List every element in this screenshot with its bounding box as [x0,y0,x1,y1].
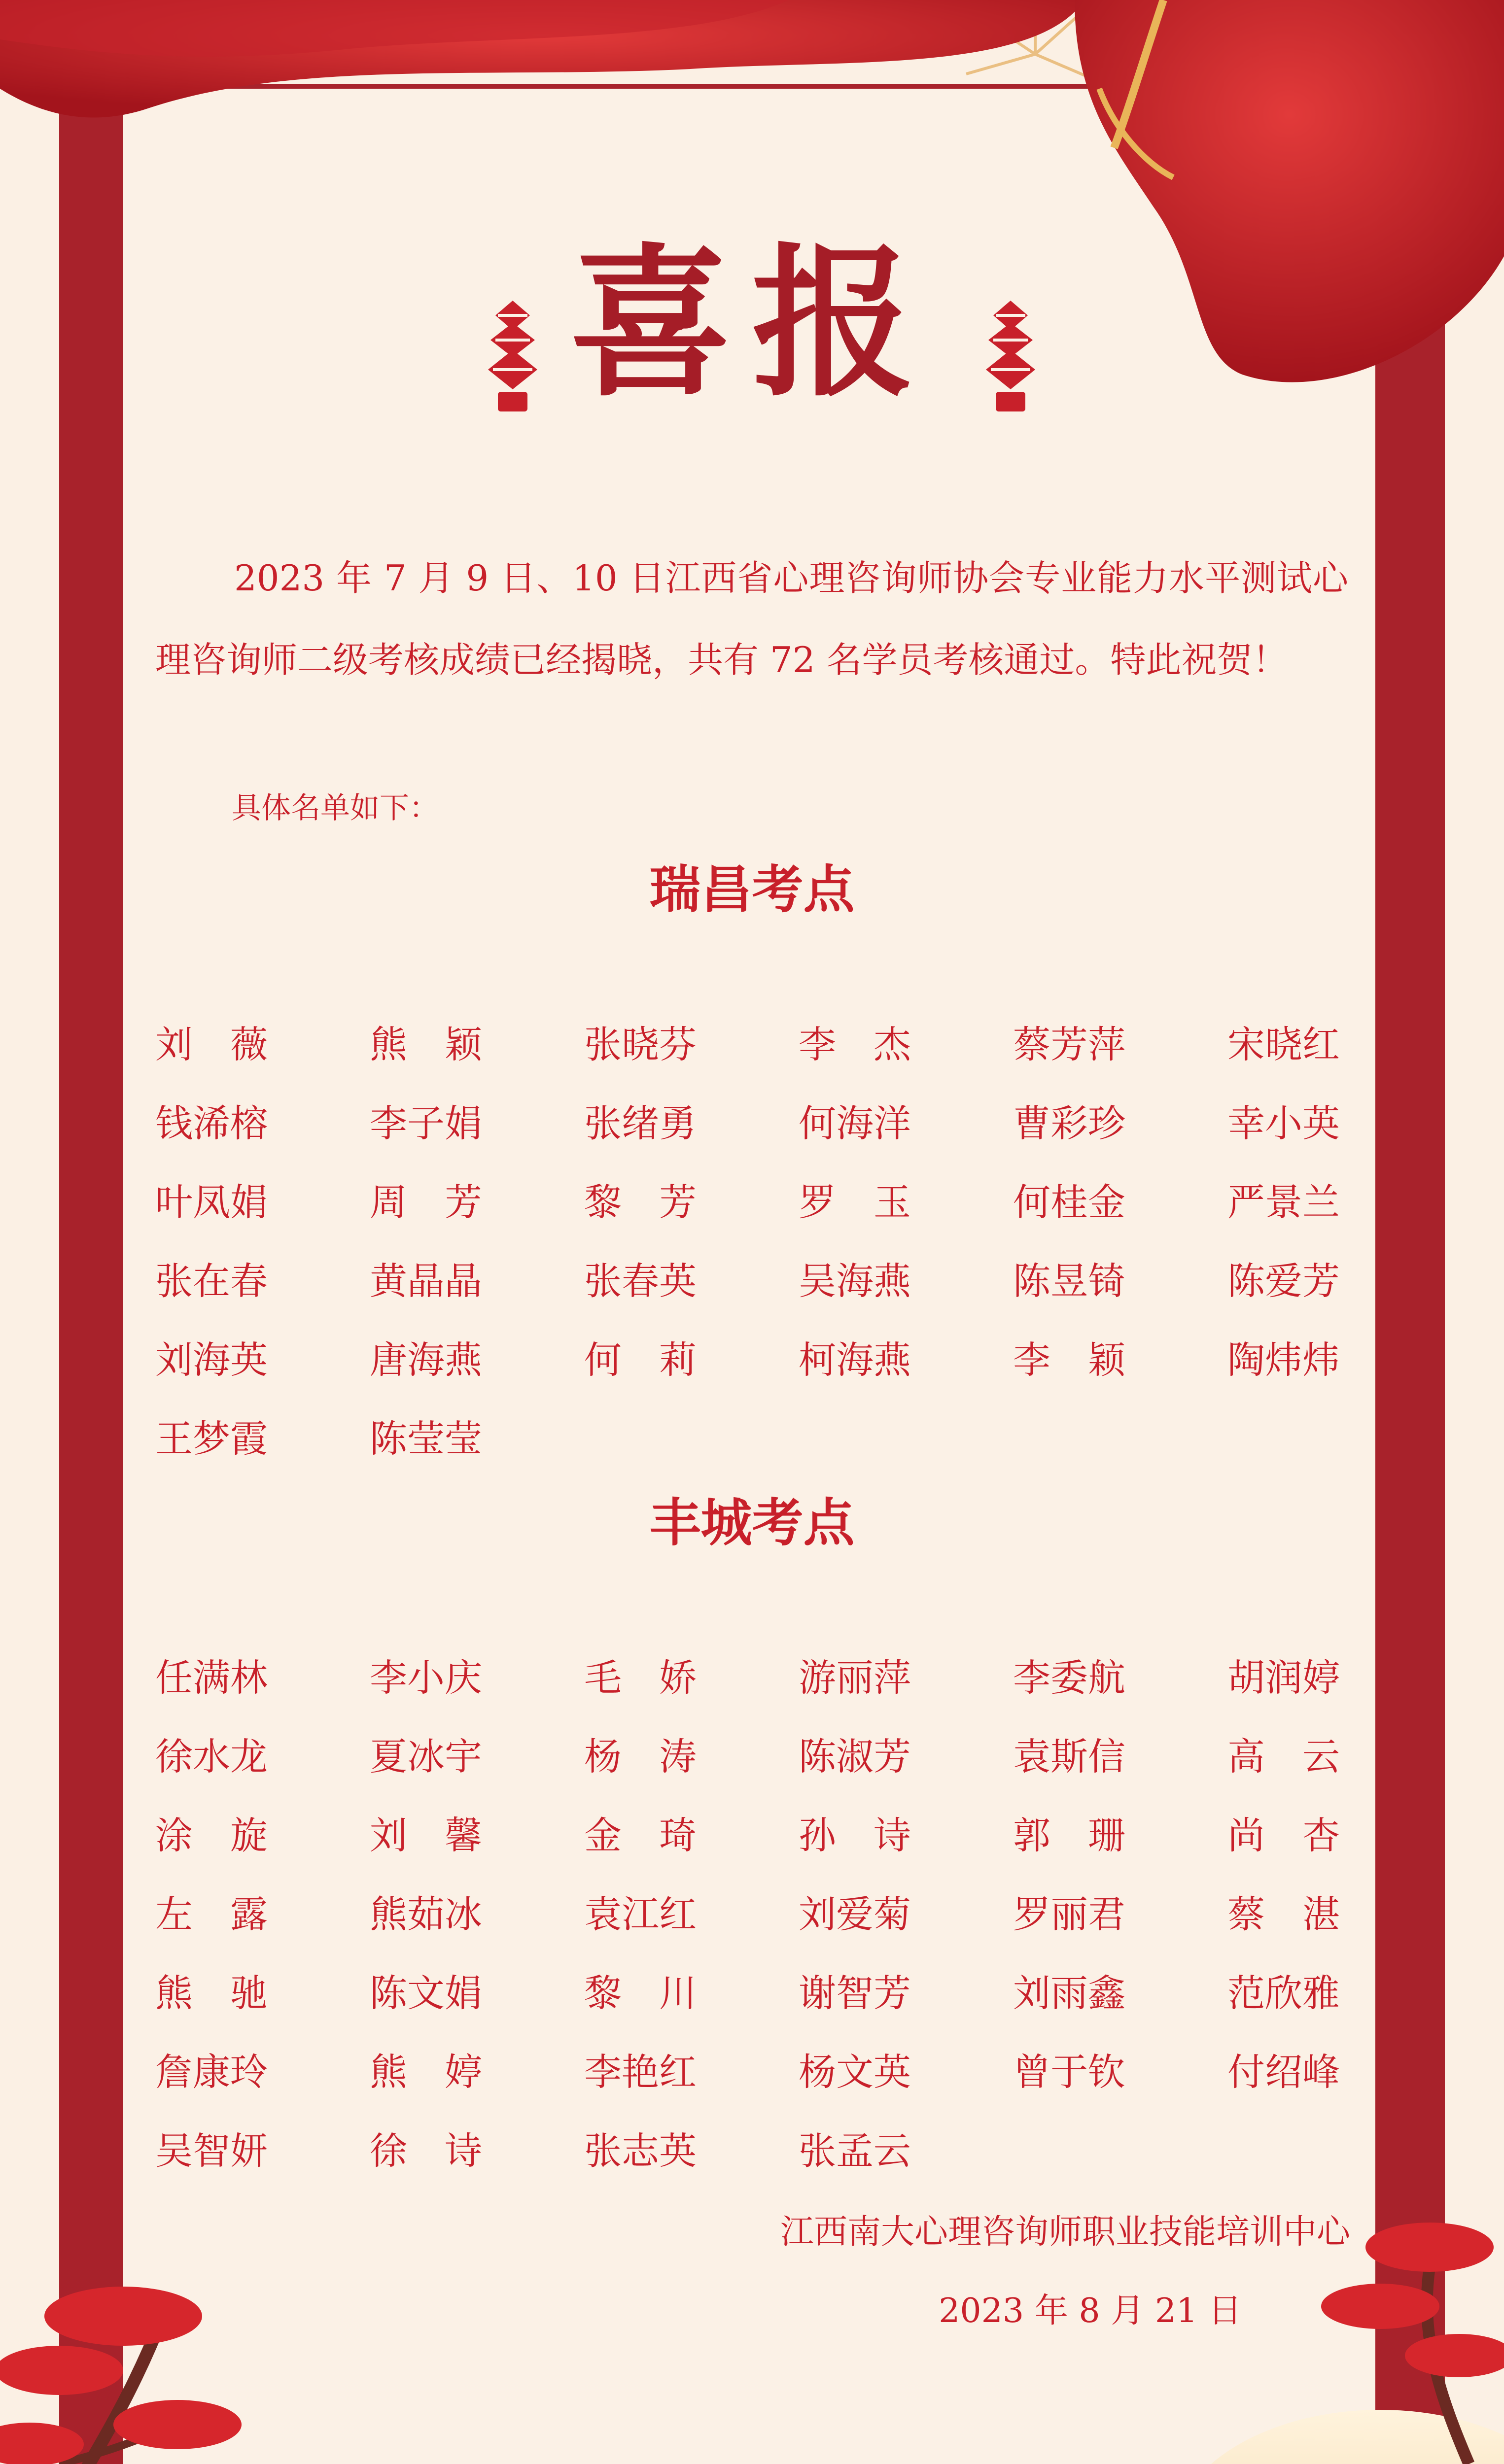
student-name: 左 露 [155,1892,268,1936]
student-name: 李 杰 [799,1023,911,1066]
content-panel [123,89,1375,2464]
footer-organization: 江西南大心理咨询师职业技能培训中心 [780,2213,1350,2252]
student-name: 夏冰宇 [370,1735,482,1779]
student-name: 袁江红 [584,1892,697,1936]
student-name: 吴海燕 [799,1259,911,1303]
student-name: 何桂金 [1013,1180,1125,1224]
student-name: 高 云 [1227,1735,1340,1779]
student-name: 张春英 [584,1259,697,1303]
student-name: 陈莹莹 [370,1417,482,1461]
student-name: 孙 诗 [799,1814,911,1857]
student-name: 付绍峰 [1227,2050,1340,2094]
student-name: 曾于钦 [1013,2050,1125,2094]
section-title-fengcheng: 丰城考点 [649,1492,855,1553]
student-name: 黎 川 [584,1971,697,2015]
student-name: 李委航 [1013,1656,1125,1700]
student-name: 张孟云 [799,2129,911,2173]
student-name: 罗丽君 [1013,1892,1125,1936]
student-name: 任满林 [155,1656,268,1700]
intro-paragraph: 2023 年 7 月 9 日、10 日江西省心理咨询师协会专业能力水平测试心理咨询师二级考核成绩已经揭晓，共有 72 名学员考核通过。特此祝贺！ [155,557,1348,681]
student-name: 陶炜炜 [1227,1338,1340,1382]
student-name: 宋晓红 [1227,1023,1340,1066]
student-name: 周 芳 [370,1180,482,1224]
student-name: 熊 颖 [370,1023,482,1066]
fireworks-right [966,5,1104,84]
student-name: 杨 涛 [584,1735,697,1779]
student-name: 熊 婷 [370,2050,482,2094]
firecracker-icon [966,296,1055,424]
student-name: 蔡 湛 [1227,1892,1340,1936]
student-name: 熊茹冰 [370,1892,482,1936]
student-name: 张志英 [584,2129,697,2173]
student-name: 刘雨鑫 [1013,1971,1125,2015]
student-name: 唐海燕 [370,1338,482,1382]
student-name: 陈文娟 [370,1971,482,2015]
student-name: 胡润婷 [1227,1656,1340,1700]
student-name: 蔡芳萍 [1013,1023,1125,1066]
student-name: 刘海英 [155,1338,268,1382]
student-name: 李小庆 [370,1656,482,1700]
footer-date: 2023 年 8 月 21 日 [939,2292,1242,2330]
student-name: 熊 驰 [155,1971,268,2015]
student-name: 游丽萍 [799,1656,911,1700]
firecracker-icon [468,296,557,424]
student-name: 幸小英 [1227,1101,1340,1145]
student-name: 李子娟 [370,1101,482,1145]
student-name: 李艳红 [584,2050,697,2094]
student-name: 范欣雅 [1227,1971,1340,2015]
student-name: 曹彩珍 [1013,1101,1125,1145]
student-name: 何海洋 [799,1101,911,1145]
page-title: 喜报 [569,227,934,418]
student-name: 王梦霞 [155,1417,268,1461]
student-name: 涂 旋 [155,1814,268,1857]
student-name: 黎 芳 [584,1180,697,1224]
student-name: 刘 薇 [155,1023,268,1066]
student-name: 张绪勇 [584,1101,697,1145]
student-name: 徐 诗 [370,2129,482,2173]
student-name: 刘 馨 [370,1814,482,1857]
student-name: 郭 珊 [1013,1814,1125,1857]
student-name: 杨文英 [799,2050,911,2094]
student-name: 罗 玉 [799,1180,911,1224]
student-name: 张在春 [155,1259,268,1303]
student-name: 柯海燕 [799,1338,911,1382]
student-name: 张晓芬 [584,1023,697,1066]
student-name: 金 琦 [584,1814,697,1857]
student-name: 陈淑芳 [799,1735,911,1779]
section-title-ruichang: 瑞昌考点 [649,859,855,920]
student-name: 陈昱锜 [1013,1259,1125,1303]
student-name: 钱浠榕 [155,1101,268,1145]
student-name: 严景兰 [1227,1180,1340,1224]
student-name: 尚 杏 [1227,1814,1340,1857]
student-name: 谢智芳 [799,1971,911,2015]
student-name: 叶凤娟 [155,1180,268,1224]
student-name: 何 莉 [584,1338,697,1382]
student-name: 刘爱菊 [799,1892,911,1936]
student-name: 袁斯信 [1013,1735,1125,1779]
student-name: 毛 娇 [584,1656,697,1700]
student-name: 陈爱芳 [1227,1259,1340,1303]
student-name: 黄晶晶 [370,1259,482,1303]
student-name: 李 颖 [1013,1338,1125,1382]
student-name: 徐水龙 [155,1735,268,1779]
student-name: 詹康玲 [155,2050,268,2094]
student-name: 吴智妍 [155,2129,268,2173]
list-intro: 具体名单如下： [232,791,439,825]
